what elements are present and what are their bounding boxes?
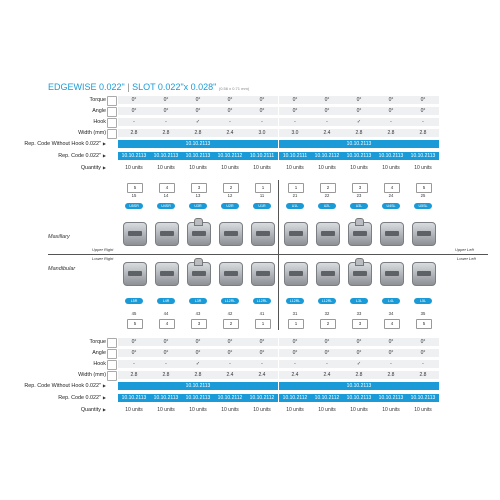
maxillary-bracket-image: [412, 222, 436, 246]
bottom_table-torque-icon: [107, 338, 117, 348]
bottom_table-rep_code_no_hook-cell: [311, 382, 343, 390]
bottom_table-torque-cell: 0°: [150, 338, 182, 346]
mandibular-tooth-number: 4: [384, 319, 400, 329]
mandibular-fdi-number: 32: [324, 311, 330, 316]
bottom_table-label-torque: Torque: [89, 339, 106, 345]
top_table-width-cell: 2.8: [375, 129, 407, 137]
bottom_table-rep_code_no_hook-cell[interactable]: 10.10.2113: [343, 382, 375, 390]
top_table-label-quantity: Quantity ▶: [80, 165, 106, 171]
bottom_table-torque-cell: 0°: [182, 338, 214, 346]
top_table-label-torque: Torque: [89, 97, 106, 103]
top_table-rep_code_no_hook-cell: [118, 140, 150, 148]
bottom_table-width-cell: 2.8: [182, 371, 214, 379]
mandibular-bracket-code: L5L: [414, 298, 432, 304]
bottom_table-torque-cell: 0°: [343, 338, 375, 346]
top_table-quantity-cell: 10 units: [150, 164, 182, 172]
maxillary-tooth-number: 1: [255, 183, 271, 193]
top_table-rep_code_no_hook-cell[interactable]: 10.10.2113: [343, 140, 375, 148]
bottom_table-rep_code_no_hook-cell: [150, 382, 182, 390]
bottom_table-hook-cell: -: [246, 360, 278, 368]
bottom_table-rep_code-cell: 10.10.2113: [118, 394, 150, 402]
maxillary-tooth-number: 2: [223, 183, 239, 193]
top_table-quantity-cell: 10 units: [246, 164, 278, 172]
top_table-rep_code-cell: 10.10.2111: [279, 152, 311, 160]
top_table-torque-cell: 0°: [246, 96, 278, 104]
mandibular-bracket-image: [251, 262, 275, 286]
maxillary-tooth-number: 3: [191, 183, 207, 193]
maxillary-tooth-number: 5: [127, 183, 143, 193]
maxillary-fdi-number: 21: [292, 193, 298, 198]
maxillary-fdi-number: 13: [195, 193, 201, 198]
top_table-quantity-cell: 10 units: [343, 164, 375, 172]
top_table-quantity-cell: 10 units: [311, 164, 343, 172]
bottom_table-torque-cell: 0°: [375, 338, 407, 346]
bottom_table-torque-cell: 0°: [246, 338, 278, 346]
bottom_table-width-cell: 2.4: [279, 371, 311, 379]
top_table-hook-cell: -: [375, 118, 407, 126]
bottom_table-quantity-cell: 10 units: [182, 406, 214, 414]
top_table-width-cell: 3.0: [279, 129, 311, 137]
top_table-angle-icon: [107, 107, 117, 117]
top_table-rep_code-cell: 10.10.2113: [118, 152, 150, 160]
top_table-rep_code_no_hook-cell: [375, 140, 407, 148]
top_table-torque-cell: 0°: [407, 96, 439, 104]
mandibular-bracket-code: L12RL: [286, 298, 304, 304]
top_table-angle-cell: 0°: [214, 107, 246, 115]
maxillary-tooth-number: 5: [416, 183, 432, 193]
maxillary-bracket-code: U2R: [221, 203, 239, 209]
mandibular-bracket-code: L12RL: [318, 298, 336, 304]
mandibular-tooth-number: 3: [191, 319, 207, 329]
title-slot-mm: (0.56 x 0.71 mm): [218, 86, 250, 91]
top_table-torque-cell: 0°: [375, 96, 407, 104]
top_table-angle-cell: 0°: [407, 107, 439, 115]
top_table-angle-cell: 0°: [118, 107, 150, 115]
top_table-label-arrow-icon: ▶: [102, 153, 106, 158]
bottom_table-quantity-cell: 10 units: [343, 406, 375, 414]
bottom_table-angle-cell: 0°: [246, 349, 278, 357]
mandibular-fdi-number: 44: [163, 311, 169, 316]
bottom_table-torque-cell: 0°: [311, 338, 343, 346]
top_table-rep_code_no_hook-cell: [246, 140, 278, 148]
top_table-rep_code_no_hook-cell: [214, 140, 246, 148]
top_table-rep_code-cell: 10.10.2113: [375, 152, 407, 160]
bottom_table-rep_code_no_hook-cell[interactable]: 10.10.2113: [182, 382, 214, 390]
bottom_table-rep_code-cell: 10.10.2113: [182, 394, 214, 402]
maxillary-bracket-code: U5SR: [125, 203, 143, 209]
maxillary-tooth-number: 4: [159, 183, 175, 193]
bottom_table-angle-cell: 0°: [407, 349, 439, 357]
top_table-torque-cell: 0°: [311, 96, 343, 104]
top_table-torque-cell: 0°: [343, 96, 375, 104]
bottom_table-hook-cell: -: [118, 360, 150, 368]
bottom_table-width-cell: 2.4: [311, 371, 343, 379]
maxillary-bracket-code: U3L: [350, 203, 368, 209]
maxillary-fdi-number: 12: [227, 193, 233, 198]
maxillary-tooth-number: 4: [384, 183, 400, 193]
mandibular-bracket-code: L3R: [189, 298, 207, 304]
top_table-rep_code_no_hook-cell: [311, 140, 343, 148]
maxillary-bracket-image: [284, 222, 308, 246]
mandibular-bracket-image: [123, 262, 147, 286]
bottom_table-torque-cell: 0°: [118, 338, 150, 346]
maxillary-bracket-code: U4SL: [382, 203, 400, 209]
bottom_table-width-cell: 2.8: [150, 371, 182, 379]
maxillary-fdi-number: 23: [356, 193, 362, 198]
top_table-width-cell: 2.8: [118, 129, 150, 137]
maxillary-bracket-image: [123, 222, 147, 246]
bottom_table-angle-cell: 0°: [279, 349, 311, 357]
maxillary-bracket-image: [251, 222, 275, 246]
bottom_table-width-cell: 2.8: [118, 371, 150, 379]
mandibular-tooth-number: 2: [320, 319, 336, 329]
mandibular-label: Mandibular: [48, 266, 76, 272]
top_table-quantity-cell: 10 units: [182, 164, 214, 172]
top_table-hook-cell: -: [407, 118, 439, 126]
top_table-rep_code-cell: 10.10.2111: [246, 152, 278, 160]
bottom_table-rep_code-cell: 10.10.2113: [150, 394, 182, 402]
bottom_table-rep_code_no_hook-cell: [407, 382, 439, 390]
mandibular-tooth-number: 4: [159, 319, 175, 329]
bottom_table-width-cell: 2.8: [343, 371, 375, 379]
bottom_table-hook-cell: -: [375, 360, 407, 368]
bottom_table-hook-cell: -: [311, 360, 343, 368]
maxillary-bracket-image: [380, 222, 404, 246]
maxillary-bracket-image: [348, 222, 372, 246]
mandibular-fdi-number: 35: [420, 311, 426, 316]
maxillary-bracket-code: U5SL: [414, 203, 432, 209]
mandibular-tooth-number: 1: [255, 319, 271, 329]
mandibular-bracket-image: [412, 262, 436, 286]
top_table-hook-cell: ✓: [343, 118, 375, 126]
top_table-width-cell: 2.8: [150, 129, 182, 137]
maxillary-tooth-number: 3: [352, 183, 368, 193]
maxillary-fdi-number: 15: [131, 193, 137, 198]
mandibular-bracket-image: [380, 262, 404, 286]
mandibular-bracket-image: [187, 262, 211, 286]
top_table-rep_code_no_hook-cell[interactable]: 10.10.2113: [182, 140, 214, 148]
top_table-angle-cell: 0°: [343, 107, 375, 115]
title-separator: |: [124, 82, 133, 92]
top_table-hook-cell: ✓: [182, 118, 214, 126]
maxillary-bracket-image: [316, 222, 340, 246]
top_table-quantity-cell: 10 units: [375, 164, 407, 172]
top_table-label-rep_code_no_hook: Rep. Code Without Hook 0.022" ▶: [24, 141, 106, 147]
bottom_table-quantity-cell: 10 units: [279, 406, 311, 414]
bottom_table-quantity-cell: 10 units: [311, 406, 343, 414]
bottom_table-quantity-cell: 10 units: [214, 406, 246, 414]
bottom_table-label-rep_code: Rep. Code 0.022" ▶: [58, 395, 106, 401]
bottom_table-angle-cell: 0°: [118, 349, 150, 357]
mandibular-bracket-code: L4L: [382, 298, 400, 304]
top_table-label-arrow-icon: ▶: [102, 165, 106, 170]
top_table-rep_code-cell: 10.10.2112: [311, 152, 343, 160]
top_table-torque-cell: 0°: [118, 96, 150, 104]
maxillary-fdi-number: 14: [163, 193, 169, 198]
bottom_table-rep_code-cell: 10.10.2112: [279, 394, 311, 402]
bottom_table-rep_code-cell: 10.10.2112: [246, 394, 278, 402]
top_table-width-icon: [107, 129, 117, 139]
maxillary-tooth-number: 2: [320, 183, 336, 193]
top_table-width-cell: 2.8: [182, 129, 214, 137]
mandibular-bracket-code: L3L: [350, 298, 368, 304]
top_table-angle-cell: 0°: [150, 107, 182, 115]
mandibular-fdi-number: 43: [195, 311, 201, 316]
maxillary-bracket-image: [219, 222, 243, 246]
bottom_table-torque-cell: 0°: [407, 338, 439, 346]
bottom_table-width-cell: 2.4: [214, 371, 246, 379]
bottom_table-quantity-cell: 10 units: [407, 406, 439, 414]
mandibular-bracket-image: [219, 262, 243, 286]
bottom_table-angle-cell: 0°: [214, 349, 246, 357]
bottom_table-width-icon: [107, 371, 117, 381]
mandibular-tooth-number: 1: [288, 319, 304, 329]
top_table-width-cell: 2.8: [343, 129, 375, 137]
mandibular-bracket-code: L12RL: [253, 298, 271, 304]
top_table-width-cell: 3.0: [246, 129, 278, 137]
bottom_table-rep_code_no_hook-cell: [214, 382, 246, 390]
maxillary-bracket-code: U1L: [286, 203, 304, 209]
occlusal-midline: [48, 254, 488, 255]
top_table-label-angle: Angle: [92, 108, 106, 114]
top_table-rep_code_no_hook-cell: [279, 140, 311, 148]
top_table-torque-cell: 0°: [182, 96, 214, 104]
maxillary-bracket-code: U1R: [253, 203, 271, 209]
bottom_table-angle-cell: 0°: [182, 349, 214, 357]
bottom_table-rep_code-cell: 10.10.2113: [407, 394, 439, 402]
mandibular-bracket-code: L4R: [157, 298, 175, 304]
top_table-label-arrow-icon: ▶: [102, 141, 106, 146]
top_table-angle-cell: 0°: [182, 107, 214, 115]
top_table-label-width: Width (mm): [78, 130, 106, 136]
bottom_table-angle-cell: 0°: [375, 349, 407, 357]
bottom_table-width-cell: 2.8: [375, 371, 407, 379]
bottom_table-quantity-cell: 10 units: [246, 406, 278, 414]
top_table-rep_code_no_hook-cell: [407, 140, 439, 148]
top_table-rep_code-cell: 10.10.2113: [343, 152, 375, 160]
maxillary-bracket-code: U4SR: [157, 203, 175, 209]
bottom_table-rep_code_no_hook-cell: [375, 382, 407, 390]
bottom_table-label-hook: Hook: [93, 361, 106, 367]
maxillary-fdi-number: 24: [388, 193, 394, 198]
maxillary-fdi-number: 25: [420, 193, 426, 198]
top_table-width-cell: 2.4: [311, 129, 343, 137]
bottom_table-rep_code_no_hook-cell: [246, 382, 278, 390]
bottom_table-hook-cell: -: [150, 360, 182, 368]
bottom_table-angle-cell: 0°: [150, 349, 182, 357]
top_table-torque-icon: [107, 96, 117, 106]
bottom_table-hook-cell: ✓: [343, 360, 375, 368]
top_table-quantity-cell: 10 units: [279, 164, 311, 172]
top_table-hook-icon: [107, 118, 117, 128]
mandibular-bracket-code: L5R: [125, 298, 143, 304]
top_table-width-cell: 2.4: [214, 129, 246, 137]
maxillary-fdi-number: 11: [259, 193, 265, 198]
mandibular-fdi-number: 34: [388, 311, 394, 316]
top_table-rep_code-cell: 10.10.2113: [407, 152, 439, 160]
top_table-torque-cell: 0°: [214, 96, 246, 104]
lower-left-label: Lower Left: [457, 256, 476, 261]
bottom_table-width-cell: 2.8: [407, 371, 439, 379]
top_table-quantity-cell: 10 units: [214, 164, 246, 172]
top_table-hook-cell: -: [246, 118, 278, 126]
mandibular-bracket-code: L12RL: [221, 298, 239, 304]
bottom_table-quantity-cell: 10 units: [150, 406, 182, 414]
catalog-title: [48, 82, 249, 92]
top_table-angle-cell: 0°: [311, 107, 343, 115]
top_table-angle-cell: 0°: [279, 107, 311, 115]
mandibular-fdi-number: 31: [292, 311, 298, 316]
maxillary-label: Maxillary: [48, 234, 70, 240]
sagittal-midline: [278, 180, 279, 330]
mandibular-tooth-number: 2: [223, 319, 239, 329]
mandibular-fdi-number: 42: [227, 311, 233, 316]
bottom_table-hook-cell: -: [214, 360, 246, 368]
maxillary-bracket-image: [155, 222, 179, 246]
bottom_table-angle-icon: [107, 349, 117, 359]
maxillary-fdi-number: 22: [324, 193, 330, 198]
top_table-quantity-cell: 10 units: [118, 164, 150, 172]
bottom_table-rep_code_no_hook-cell: [118, 382, 150, 390]
bottom_table-quantity-cell: 10 units: [118, 406, 150, 414]
bottom_table-hook-cell: -: [407, 360, 439, 368]
maxillary-bracket-code: U3R: [189, 203, 207, 209]
bottom_table-rep_code-cell: 10.10.2112: [311, 394, 343, 402]
bottom_table-label-arrow-icon: ▶: [102, 383, 106, 388]
top_table-hook-cell: -: [279, 118, 311, 126]
upper-right-label: Upper Right: [92, 247, 114, 252]
top_table-label-rep_code: Rep. Code 0.022" ▶: [58, 153, 106, 159]
top_table-hook-cell: -: [311, 118, 343, 126]
bottom_table-torque-cell: 0°: [214, 338, 246, 346]
bottom_table-label-quantity: Quantity ▶: [80, 407, 106, 413]
bottom_table-label-arrow-icon: ▶: [102, 395, 106, 400]
mandibular-tooth-number: 5: [416, 319, 432, 329]
bottom_table-width-cell: 2.4: [246, 371, 278, 379]
mandibular-bracket-image: [316, 262, 340, 286]
mandibular-fdi-number: 41: [259, 311, 265, 316]
bottom_table-hook-cell: -: [279, 360, 311, 368]
maxillary-tooth-number: 1: [288, 183, 304, 193]
bottom_table-rep_code-cell: 10.10.2112: [214, 394, 246, 402]
bottom_table-label-angle: Angle: [92, 350, 106, 356]
top_table-hook-cell: -: [150, 118, 182, 126]
maxillary-bracket-image: [187, 222, 211, 246]
top_table-rep_code-cell: 10.10.2113: [182, 152, 214, 160]
bottom_table-label-width: Width (mm): [78, 372, 106, 378]
top_table-torque-cell: 0°: [279, 96, 311, 104]
mandibular-fdi-number: 33: [356, 311, 362, 316]
top_table-quantity-cell: 10 units: [407, 164, 439, 172]
title-main: EDGEWISE 0.022": [48, 82, 125, 92]
bottom_table-angle-cell: 0°: [311, 349, 343, 357]
mandibular-fdi-number: 45: [131, 311, 137, 316]
top_table-rep_code_no_hook-cell: [150, 140, 182, 148]
mandibular-tooth-number: 5: [127, 319, 143, 329]
bottom_table-label-rep_code_no_hook: Rep. Code Without Hook 0.022" ▶: [24, 383, 106, 389]
maxillary-bracket-code: U2L: [318, 203, 336, 209]
bottom_table-label-arrow-icon: ▶: [102, 407, 106, 412]
bottom_table-angle-cell: 0°: [343, 349, 375, 357]
bottom_table-rep_code-cell: 10.10.2113: [375, 394, 407, 402]
bottom_table-rep_code-cell: 10.10.2113: [343, 394, 375, 402]
upper-left-label: Upper Left: [455, 247, 474, 252]
bottom_table-quantity-cell: 10 units: [375, 406, 407, 414]
bottom_table-hook-cell: ✓: [182, 360, 214, 368]
title-slot: SLOT 0.022"x 0.028": [132, 82, 217, 92]
top_table-width-cell: 2.8: [407, 129, 439, 137]
bottom_table-hook-icon: [107, 360, 117, 370]
top_table-label-hook: Hook: [93, 119, 106, 125]
lower-right-label: Lower Right: [92, 256, 114, 261]
bottom_table-rep_code_no_hook-cell: [279, 382, 311, 390]
mandibular-bracket-image: [348, 262, 372, 286]
top_table-hook-cell: -: [118, 118, 150, 126]
top_table-hook-cell: -: [214, 118, 246, 126]
mandibular-tooth-number: 3: [352, 319, 368, 329]
top_table-angle-cell: 0°: [246, 107, 278, 115]
mandibular-bracket-image: [284, 262, 308, 286]
top_table-torque-cell: 0°: [150, 96, 182, 104]
bottom_table-torque-cell: 0°: [279, 338, 311, 346]
mandibular-bracket-image: [155, 262, 179, 286]
top_table-angle-cell: 0°: [375, 107, 407, 115]
top_table-rep_code-cell: 10.10.2112: [214, 152, 246, 160]
top_table-rep_code-cell: 10.10.2113: [150, 152, 182, 160]
